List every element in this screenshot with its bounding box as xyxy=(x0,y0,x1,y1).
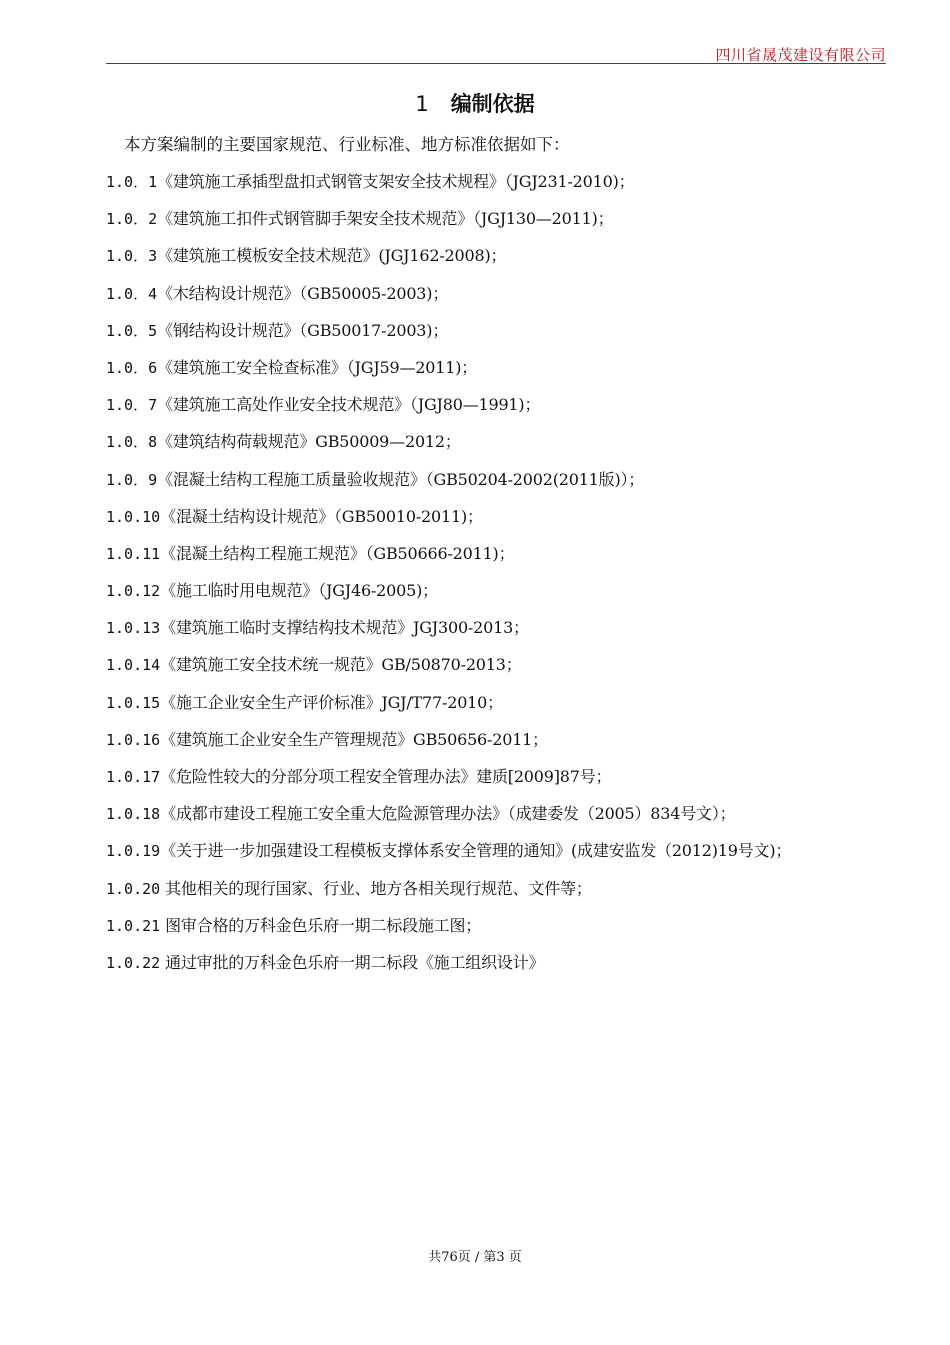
reference-code: 1.0．2 xyxy=(106,210,158,229)
reference-code: 1.0.15 xyxy=(106,693,161,712)
intro-paragraph: 本方案编制的主要国家规范、行业标准、地方标准依据如下： xyxy=(124,135,570,154)
reference-code: 1.0．7 xyxy=(106,396,158,415)
reference-code: 1.0.20 xyxy=(106,879,161,898)
reference-text: 通过审批的万科金色乐府一期二标段《施工组织设计》 xyxy=(160,952,545,972)
reference-item xyxy=(106,654,926,691)
reference-item xyxy=(106,803,926,840)
reference-text: 《施工企业安全生产评价标准》JGJ/T77-2010； xyxy=(160,692,503,712)
reference-list xyxy=(106,171,926,989)
reference-text: 《混凝土结构工程施工规范》（GB50666-2011)； xyxy=(160,543,515,563)
reference-text: 《建筑施工高处作业安全技术规范》（JGJ80—1991)； xyxy=(157,395,541,415)
reference-code: 1.0.19 xyxy=(106,842,161,861)
reference-item xyxy=(106,617,926,654)
reference-item xyxy=(106,766,926,803)
reference-text: 《建筑结构荷载规范》GB50009—2012； xyxy=(157,432,461,452)
reference-text: 《钢结构设计规范》（GB50017-2003)； xyxy=(157,320,449,340)
reference-text: 图审合格的万科金色乐府一期二标段施工图； xyxy=(160,915,482,935)
company-name: 四川省晟茂建设有限公司 xyxy=(715,46,886,64)
reference-code: 1.0.18 xyxy=(106,805,161,824)
reference-text: 《关于进一步加强建设工程模板支撑体系安全管理的通知》(成建安监发（2012)19号文)； xyxy=(160,841,792,861)
reference-code: 1.0.17 xyxy=(106,768,161,786)
header-rule xyxy=(106,63,886,64)
reference-item xyxy=(106,171,926,208)
reference-item xyxy=(106,357,926,394)
reference-code: 1.0.10 xyxy=(106,507,161,526)
reference-code: 1.0.16 xyxy=(106,730,161,749)
reference-code: 1.0.22 xyxy=(106,953,161,972)
reference-text: 《混凝土结构设计规范》（GB50010-2011)； xyxy=(160,506,483,526)
reference-text: 《建筑施工安全检查标准》（JGJ59—2011)； xyxy=(157,357,478,377)
reference-item xyxy=(106,692,926,729)
reference-text: 《建筑施工承插型盘扣式钢管支架安全技术规程》（JGJ231-2010)； xyxy=(157,172,635,191)
reference-item xyxy=(106,840,926,877)
reference-code: 1.0.14 xyxy=(106,656,161,675)
section-number: 1 xyxy=(415,92,429,116)
section-title: 编制依据 xyxy=(450,92,535,116)
reference-code: 1.0．4 xyxy=(106,284,158,303)
reference-item xyxy=(106,245,926,282)
reference-item xyxy=(106,469,926,506)
reference-code: 1.0.12 xyxy=(106,582,161,601)
reference-code: 1.0.11 xyxy=(106,544,161,563)
reference-code: 1.0.21 xyxy=(106,916,161,935)
reference-item xyxy=(106,394,926,431)
section-heading xyxy=(0,88,950,118)
reference-text: 《混凝土结构工程施工质量验收规范》（GB50204-2002(2011版)）； xyxy=(157,469,645,489)
reference-item xyxy=(106,878,926,915)
reference-code: 1.0．9 xyxy=(106,470,158,489)
reference-item xyxy=(106,283,926,320)
reference-code: 1.0．1 xyxy=(106,173,158,191)
reference-item xyxy=(106,431,926,468)
reference-code: 1.0.13 xyxy=(106,619,161,638)
reference-text: 其他相关的现行国家、行业、地方各相关现行规范、文件等； xyxy=(160,878,592,898)
reference-text: 《木结构设计规范》（GB50005-2003)； xyxy=(157,283,449,303)
reference-text: 《施工临时用电规范》（JGJ46-2005)； xyxy=(160,581,438,601)
reference-text: 《建筑施工安全技术统一规范》GB/50870-2013； xyxy=(160,655,522,675)
reference-code: 1.0．3 xyxy=(106,247,158,266)
reference-text: 《建筑施工企业安全生产管理规范》GB50656-2011； xyxy=(160,729,548,749)
reference-code: 1.0．8 xyxy=(106,433,158,452)
reference-text: 《建筑施工临时支撑结构技术规范》JGJ300-2013； xyxy=(160,618,529,638)
reference-item xyxy=(106,543,926,580)
page-footer: 共76页 / 第3 页 xyxy=(428,1250,522,1265)
reference-text: 《成都市建设工程施工安全重大危险源管理办法》（成建委发（2005）834号文）； xyxy=(160,804,736,824)
reference-code: 1.0．6 xyxy=(106,358,158,377)
reference-text: 《建筑施工扣件式钢管脚手架安全技术规范》（JGJ130—2011)； xyxy=(157,209,614,229)
reference-item xyxy=(106,320,926,357)
reference-text: 《危险性较大的分部分项工程安全管理办法》建质[2009]87号； xyxy=(160,767,612,786)
reference-item xyxy=(106,506,926,543)
reference-item xyxy=(106,952,926,989)
reference-item xyxy=(106,580,926,617)
reference-code: 1.0．5 xyxy=(106,321,158,340)
reference-item xyxy=(106,208,926,245)
reference-item xyxy=(106,915,926,952)
reference-text: 《建筑施工模板安全技术规范》(JGJ162-2008)； xyxy=(157,246,507,266)
reference-item xyxy=(106,729,926,766)
